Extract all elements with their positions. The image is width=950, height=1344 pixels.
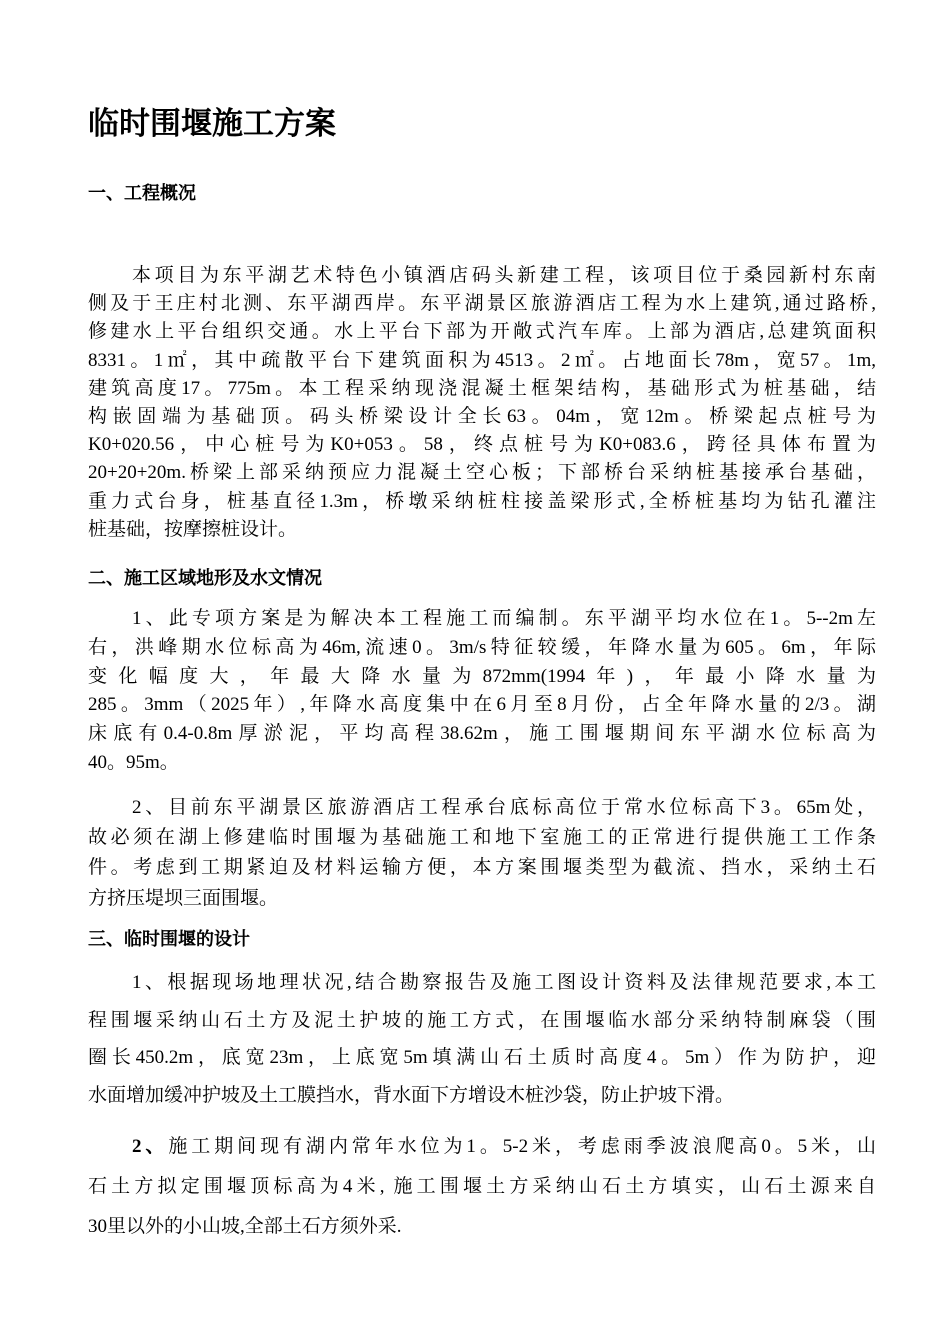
text-line: 变化幅度大，年最大降水量为872mm(1994年)，年最小降水量为	[88, 665, 876, 687]
text-line: 床底有0.4-0.8m厚淤泥，平均高程38.62m，施工围堰期间东平湖水位标高为	[88, 723, 876, 745]
text-line: 20+20+20m.桥梁上部采纳预应力混凝土空心板；下部桥台采纳桩基接承台基础，	[88, 462, 876, 484]
text-line: 30里以外的小山坡,全部土石方须外采.	[88, 1215, 402, 1237]
section-heading-overview: 一、工程概况	[88, 183, 196, 204]
paragraph-hydrology	[88, 605, 876, 778]
text-line-content: 施工期间现有湖内常年水位为1。5-2米，考虑雨季波浪爬高0。5米，山	[168, 1136, 876, 1157]
text-line: 方挤压堤坝三面围堰。	[88, 887, 279, 909]
text-line: 1、根据现场地理状况,结合勘察报告及施工图设计资料及法律规范要求,本工	[132, 972, 876, 993]
text-line: 桩基础，按摩擦桩设计。	[88, 518, 298, 540]
text-line: K0+020.56，中心桩号为K0+053。58，终点桩号为K0+083.6，跨径具体布置为	[88, 434, 876, 456]
text-line: 8331。1㎡，其中疏散平台下建筑面积为4513。2㎡。占地面长78m，宽57。1m,	[88, 349, 876, 371]
text-line: 构嵌固端为基础顶。码头桥梁设计全长63。04m，宽12m。桥梁起点桩号为	[88, 406, 876, 428]
text-line: 2、目前东平湖景区旅游酒店工程承台底标高位于常水位标高下3。65m处，	[132, 797, 876, 818]
text-line: 重力式台身，桩基直径1.3m，桥墩采纳桩柱接盖梁形式,全桥桩基均为钻孔灌注	[88, 490, 876, 512]
paragraph-cofferdam-purpose	[88, 793, 876, 914]
text-line: 石土方拟定围堰顶标高为4米, 施工围堰土方采纳山石土方填实，山石土源来自	[88, 1175, 876, 1197]
page-title: 临时围堰施工方案	[88, 106, 336, 142]
text-line: 右，洪峰期水位标高为46m,流速0。3m/s特征较缓，年降水量为605。6m，年际	[88, 636, 876, 658]
text-line: 1、此专项方案是为解决本工程施工而编制。东平湖平均水位在1。5--2m左	[132, 608, 876, 629]
text-line: 侧及于王庄村北测、东平湖西岸。东平湖景区旅游酒店工程为水上建筑,通过路桥,	[88, 293, 876, 315]
paragraph-project-overview	[88, 262, 876, 544]
text-line: 40。95m。	[88, 751, 179, 773]
text-line: 本项目为东平湖艺术特色小镇酒店码头新建工程，该项目位于桑园新村东南	[132, 265, 876, 286]
text-line: 修建水上平台组织交通。水上平台下部为开敞式汽车库。上部为酒店,总建筑面积	[88, 321, 876, 343]
paragraph-water-level	[88, 1127, 876, 1246]
text-line: 件。考虑到工期紧迫及材料运输方便，本方案围堰类型为截流、挡水，采纳土石	[88, 857, 876, 879]
text-line: 程围堰采纳山石土方及泥土护坡的施工方式，在围堰临水部分采纳特制麻袋（围	[88, 1009, 876, 1031]
section-heading-cofferdam-design: 三、临时围堰的设计	[88, 929, 250, 950]
list-number: 2、	[132, 1136, 169, 1157]
text-line: 285。3mm（2025年）,年降水高度集中在6月至8月份，占全年降水量的2/3。湖	[88, 694, 876, 716]
paragraph-cofferdam-method	[88, 964, 876, 1114]
text-line: 建筑高度17。775m。本工程采纳现浇混凝土框架结构，基础形式为桩基础，结	[88, 377, 876, 399]
text-line: 故必须在湖上修建临时围堰为基础施工和地下室施工的正常进行提供施工工作条	[88, 827, 876, 849]
text-line: 圈长450.2m，底宽23m，上底宽5m填满山石土质时高度4。5m）作为防护，迎	[88, 1047, 876, 1068]
section-heading-terrain-hydrology: 二、施工区域地形及水文情况	[88, 568, 322, 589]
text-line: 水面增加缓冲护坡及土工膜挡水，背水面下方增设木桩沙袋，防止护坡下滑。	[88, 1084, 735, 1106]
text-line	[88, 1127, 876, 1167]
